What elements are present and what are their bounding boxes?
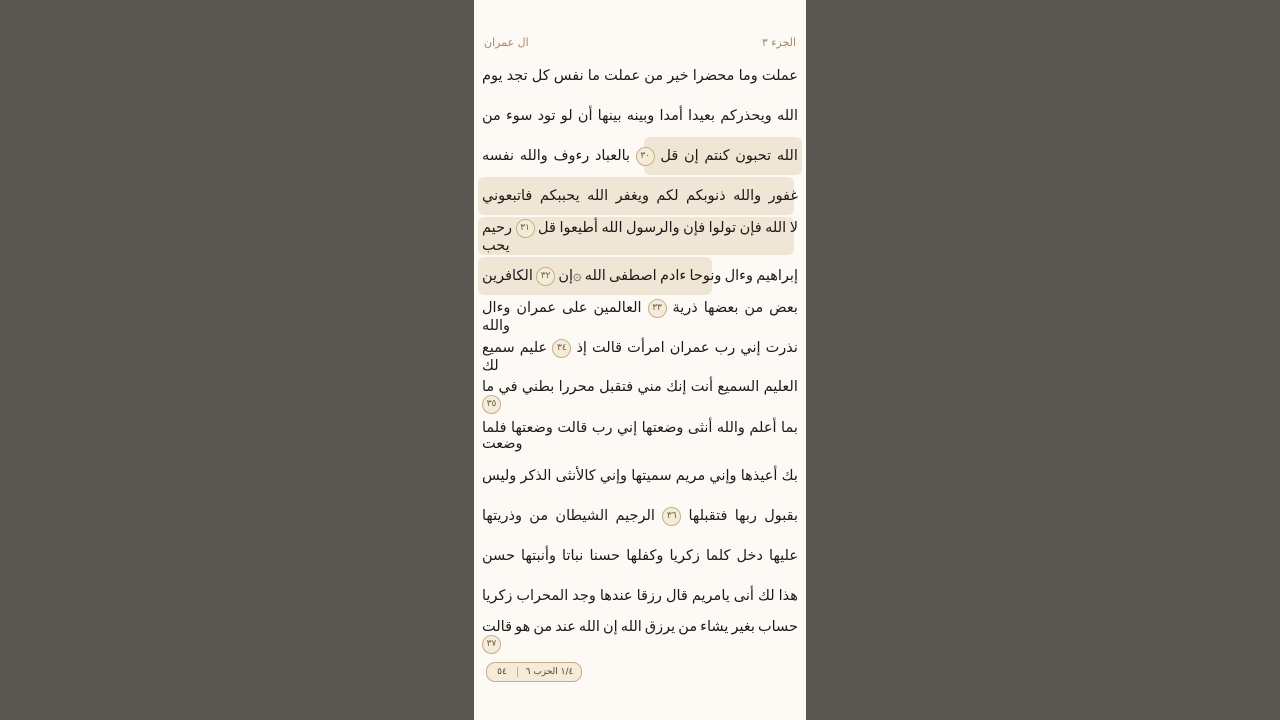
word[interactable]: أنت: [690, 378, 714, 395]
word[interactable]: من: [744, 300, 764, 316]
word[interactable]: الله: [587, 188, 609, 204]
word[interactable]: وجد: [572, 588, 596, 604]
quran-line[interactable]: [482, 136, 798, 176]
word[interactable]: غفور: [768, 188, 798, 204]
word[interactable]: من: [644, 68, 664, 84]
word[interactable]: كنتم: [704, 148, 730, 164]
word[interactable]: العليم: [763, 378, 798, 395]
word[interactable]: ما: [587, 68, 600, 84]
word[interactable]: تود: [537, 108, 556, 124]
word[interactable]: ذرية: [672, 300, 698, 316]
word[interactable]: رب: [714, 340, 736, 356]
word[interactable]: هو: [515, 618, 531, 635]
ayah-number-marker[interactable]: ٣٧: [482, 635, 501, 654]
word[interactable]: سوء: [505, 108, 533, 124]
word[interactable]: الله: [601, 220, 623, 236]
word[interactable]: وإني: [709, 468, 737, 484]
word[interactable]: لا: [789, 220, 798, 236]
quran-line[interactable]: [482, 56, 798, 96]
ayah-number-marker[interactable]: ٣٠: [636, 147, 655, 166]
word[interactable]: تحبون: [735, 148, 772, 164]
word[interactable]: يوم: [482, 68, 503, 84]
word[interactable]: وضعتها: [511, 420, 553, 436]
word[interactable]: يشاء: [700, 618, 729, 635]
word[interactable]: أعيذها: [740, 468, 778, 484]
word[interactable]: نباتا: [562, 548, 584, 564]
word[interactable]: وءال: [724, 268, 753, 284]
word[interactable]: عليم: [519, 340, 548, 356]
word[interactable]: بطني: [521, 378, 555, 395]
word[interactable]: سميع: [482, 340, 515, 356]
word[interactable]: بعيدا: [688, 108, 716, 124]
word[interactable]: عليها: [769, 548, 798, 564]
word[interactable]: ۞إن: [558, 268, 582, 284]
word[interactable]: زكريا: [669, 548, 700, 564]
word[interactable]: تولوا: [708, 220, 737, 236]
word[interactable]: وليس: [482, 468, 517, 484]
word[interactable]: من: [529, 508, 549, 524]
word[interactable]: الرجيم: [615, 508, 655, 524]
word[interactable]: الله: [578, 618, 600, 635]
word[interactable]: ويحذركم: [720, 108, 772, 124]
quran-text: [482, 56, 798, 656]
quran-line[interactable]: [482, 416, 798, 456]
word[interactable]: السميع: [717, 378, 760, 395]
word[interactable]: فلما: [482, 420, 507, 436]
word[interactable]: دخل: [736, 548, 763, 564]
word[interactable]: لك: [757, 588, 775, 604]
quran-line[interactable]: [482, 456, 798, 496]
word[interactable]: وكفلها: [626, 548, 664, 564]
word[interactable]: كلما: [705, 548, 731, 564]
word[interactable]: رحيم: [482, 220, 512, 236]
quran-line[interactable]: [482, 496, 798, 536]
word[interactable]: أن: [577, 108, 593, 124]
word[interactable]: قالت: [592, 340, 623, 356]
word[interactable]: الله: [584, 268, 606, 284]
word[interactable]: محضرا: [692, 68, 735, 84]
word[interactable]: بالعباد: [594, 148, 631, 164]
word[interactable]: يحب: [482, 237, 510, 254]
word[interactable]: العالمين: [593, 300, 642, 316]
word[interactable]: فتقبلها: [688, 508, 728, 524]
word[interactable]: لك: [482, 357, 499, 374]
word[interactable]: عملت: [761, 68, 798, 84]
word[interactable]: وبينه: [626, 108, 655, 124]
word[interactable]: بينها: [597, 108, 622, 124]
quran-line[interactable]: [482, 96, 798, 136]
word[interactable]: في: [498, 378, 518, 395]
word[interactable]: يحببكم: [539, 188, 580, 204]
word[interactable]: وإني: [599, 468, 628, 484]
quran-line[interactable]: [482, 536, 798, 576]
word[interactable]: زكريا: [482, 588, 513, 604]
word[interactable]: أنثى: [687, 420, 713, 436]
word[interactable]: مني: [637, 378, 662, 395]
word[interactable]: إنك: [666, 378, 687, 395]
word[interactable]: قالت: [482, 618, 513, 635]
word[interactable]: فإن: [683, 220, 706, 236]
word[interactable]: نذرت: [765, 340, 798, 356]
ayah-number-marker[interactable]: ٣٤: [552, 339, 571, 358]
word[interactable]: الله: [765, 220, 787, 236]
word[interactable]: نفس: [553, 68, 584, 84]
word[interactable]: إن: [683, 148, 699, 164]
quran-line[interactable]: [482, 216, 798, 256]
word[interactable]: بك: [781, 468, 798, 484]
quran-page: [474, 0, 806, 720]
word[interactable]: مريم: [675, 468, 706, 484]
word[interactable]: ءادم: [659, 268, 687, 284]
word[interactable]: فاتبعوني: [482, 188, 533, 204]
surah-name: ال عمران: [484, 36, 529, 49]
ayah-number-marker[interactable]: ٣٣: [648, 299, 667, 318]
word[interactable]: الشيطان: [555, 508, 609, 524]
page-info-badge: [486, 662, 582, 682]
word[interactable]: الله: [776, 108, 798, 124]
word[interactable]: عندها: [599, 588, 633, 604]
word[interactable]: عند: [555, 618, 576, 635]
word[interactable]: الذكر: [520, 468, 552, 484]
word[interactable]: وضعت: [482, 436, 523, 452]
word[interactable]: حساب: [757, 618, 798, 635]
word[interactable]: والله: [519, 148, 548, 164]
word[interactable]: والله: [733, 188, 762, 204]
word[interactable]: المحراب: [516, 588, 569, 604]
word[interactable]: رزقا: [636, 588, 662, 604]
word[interactable]: لو: [560, 108, 573, 124]
word[interactable]: محررا: [558, 378, 595, 395]
word[interactable]: سميتها: [631, 468, 672, 484]
ayah-number-marker[interactable]: ٣٢: [536, 267, 555, 286]
word[interactable]: الله: [620, 618, 642, 635]
word[interactable]: لكم: [656, 188, 679, 204]
word[interactable]: وءال: [482, 300, 511, 316]
word[interactable]: من: [678, 618, 698, 635]
word[interactable]: بما: [781, 420, 798, 436]
word[interactable]: عملت: [604, 68, 641, 84]
quran-line[interactable]: [482, 616, 798, 656]
word[interactable]: إذ: [576, 340, 587, 356]
word[interactable]: أطيعوا: [559, 220, 598, 236]
word[interactable]: قالت: [557, 420, 588, 436]
word[interactable]: والله: [716, 420, 745, 436]
word[interactable]: وذريتها: [482, 508, 522, 524]
page-number: ٥٤: [487, 667, 518, 677]
word[interactable]: وما: [738, 68, 758, 84]
word[interactable]: ذنوبكم: [685, 188, 726, 204]
word[interactable]: أنى: [733, 588, 754, 604]
word[interactable]: عمران: [669, 340, 710, 356]
word[interactable]: ما: [482, 378, 495, 395]
ayah-number-marker[interactable]: ٣١: [516, 219, 535, 238]
word[interactable]: ويغفر: [615, 188, 649, 204]
ayah-number-marker[interactable]: ٣٥: [482, 395, 501, 414]
word[interactable]: قل: [538, 220, 556, 236]
word[interactable]: إني: [740, 340, 761, 356]
word[interactable]: إبراهيم: [756, 268, 798, 284]
hizb-label: ١/٤ الحزب ٦: [525, 667, 574, 677]
word[interactable]: الله: [776, 148, 798, 164]
word[interactable]: بقبول: [764, 508, 798, 524]
word[interactable]: أمدا: [659, 108, 683, 124]
word[interactable]: رب: [591, 420, 613, 436]
word[interactable]: عمران: [516, 300, 557, 316]
quran-line[interactable]: [482, 336, 798, 376]
quran-line[interactable]: [482, 176, 798, 216]
word[interactable]: إن: [603, 618, 618, 635]
word[interactable]: اصطفى: [609, 268, 657, 284]
juz-label: الجزء ٣: [761, 36, 796, 49]
word[interactable]: من: [482, 108, 501, 124]
word[interactable]: وضعتها: [641, 420, 684, 436]
word[interactable]: قال: [665, 588, 688, 604]
word[interactable]: من: [533, 618, 553, 635]
word[interactable]: كالأنثى: [555, 468, 596, 484]
word[interactable]: إني: [616, 420, 638, 436]
word[interactable]: بغير: [731, 618, 755, 635]
ayah-number-marker[interactable]: ٣٦: [662, 507, 681, 526]
word[interactable]: قل: [660, 148, 679, 164]
word[interactable]: خير: [667, 68, 689, 84]
quran-line[interactable]: [482, 376, 798, 416]
word[interactable]: حسن: [482, 548, 515, 564]
word[interactable]: الكافرين: [482, 268, 533, 284]
word[interactable]: يرزق: [644, 618, 676, 635]
word[interactable]: والله: [482, 317, 511, 334]
word[interactable]: فتقبل: [599, 378, 634, 395]
word[interactable]: رءوف: [553, 148, 590, 164]
word[interactable]: ونوحا: [689, 268, 722, 284]
quran-line[interactable]: [482, 296, 798, 336]
word[interactable]: فإن: [739, 220, 762, 236]
word[interactable]: تجد: [506, 68, 528, 84]
word[interactable]: يامريم: [691, 588, 730, 604]
word[interactable]: نفسه: [482, 148, 515, 164]
word[interactable]: أعلم: [749, 420, 777, 436]
word[interactable]: حسنا: [589, 548, 621, 564]
quran-line[interactable]: [482, 256, 798, 296]
word[interactable]: هذا: [778, 588, 798, 604]
word[interactable]: وأنبتها: [521, 548, 556, 564]
word[interactable]: والرسول: [626, 220, 680, 236]
word[interactable]: امرأت: [627, 340, 665, 356]
word[interactable]: بعضها: [703, 300, 739, 316]
word[interactable]: بعض: [769, 300, 798, 316]
word[interactable]: كل: [531, 68, 550, 84]
word[interactable]: ربها: [734, 508, 757, 524]
word[interactable]: على: [562, 300, 588, 316]
quran-line[interactable]: [482, 576, 798, 616]
page-header: [482, 36, 798, 56]
